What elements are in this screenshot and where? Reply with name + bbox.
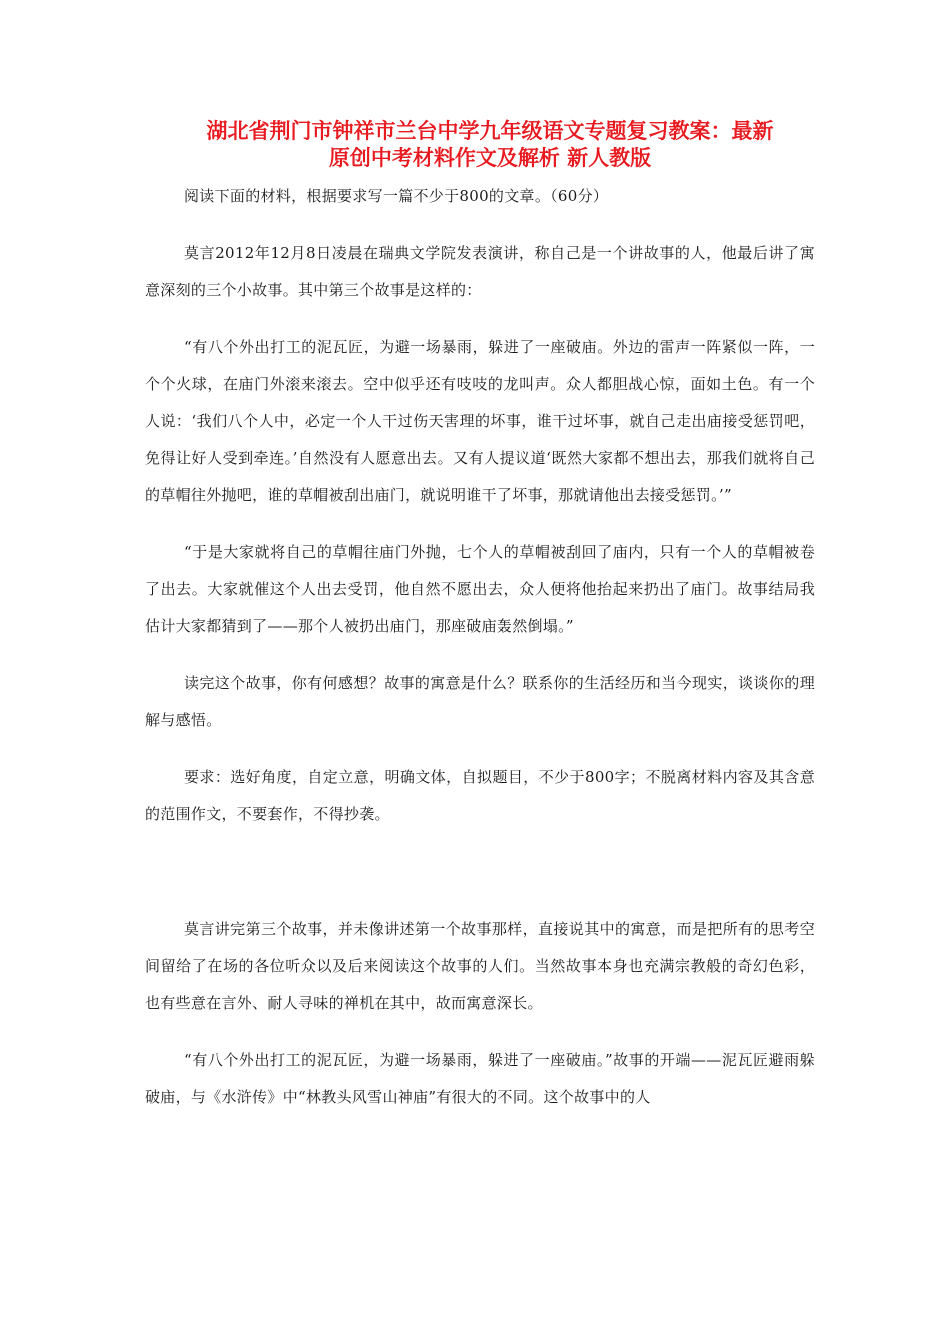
paragraph-story-part-2: “于是大家就将自己的草帽往庙门外抛，七个人的草帽被刮回了庙内，只有一个人的草帽被卷了出去。大家就催这个人出去受罚，他自然不愿出去，众人便将他抬起来扔出了庙门。故事结局我估计大家都猜到了——那个人被扔出庙门，那座破庙轰然倒塌。” [145,543,815,635]
document-page [145,118,815,1116]
intro-paragraph: 阅读下面的材料，根据要求写一篇不少于800的文章。（60分） [184,187,609,205]
paragraph-analysis-2: “有八个外出打工的泥瓦匠，为避一场暴雨，躲进了一座破庙。”故事的开端——泥瓦匠避雨躲破庙，与《水浒传》中“林教头风雪山神庙”有很大的不同。这个故事中的人 [145,1051,815,1106]
paragraph-mo-yan-speech: 莫言2012年12月8日凌晨在瑞典文学院发表演讲，称自己是一个讲故事的人，他最后讲了寓意深刻的三个小故事。其中第三个故事是这样的： [145,244,815,299]
paragraph-requirements: 要求：选好角度，自定立意，明确文体，自拟题目，不少于800字；不脱离材料内容及其含意的范围作文，不要套作，不得抄袭。 [145,768,815,823]
document-title [145,118,815,172]
title-line-1: 湖北省荆门市钟祥市兰台中学九年级语文专题复习教案：最新 [206,119,774,143]
paragraph-analysis-1: 莫言讲完第三个故事，并未像讲述第一个故事那样，直接说其中的寓意，而是把所有的思考空间留给了在场的各位听众以及后来阅读这个故事的人们。当然故事本身也充满宗教般的奇幻色彩，也有些意在言外、耐人寻味的禅机在其中，故而寓意深长。 [145,920,815,1012]
title-line-2: 原创中考材料作文及解析 新人教版 [328,146,652,170]
paragraph-story-part-1: “有八个外出打工的泥瓦匠，为避一场暴雨，躲进了一座破庙。外边的雷声一阵紧似一阵，一个个火球，在庙门外滚来滚去。空中似乎还有吱吱的龙叫声。众人都胆战心惊，面如土色。有一个人说：‘我们八个人中，必定一个人干过伤天害理的坏事，谁干过坏事，就自己走出庙接受惩罚吧，免得让好人受到牵连。’自然没有人愿意出去。又有人提议道‘既然大家都不想出去，那我们就将自己的草帽往外抛吧，谁的草帽被刮出庙门，就说明谁干了坏事，那就请他出去接受惩罚。’” [145,338,815,504]
paragraph-question: 读完这个故事，你有何感想？故事的寓意是什么？联系你的生活经历和当今现实，谈谈你的理解与感悟。 [145,674,815,729]
